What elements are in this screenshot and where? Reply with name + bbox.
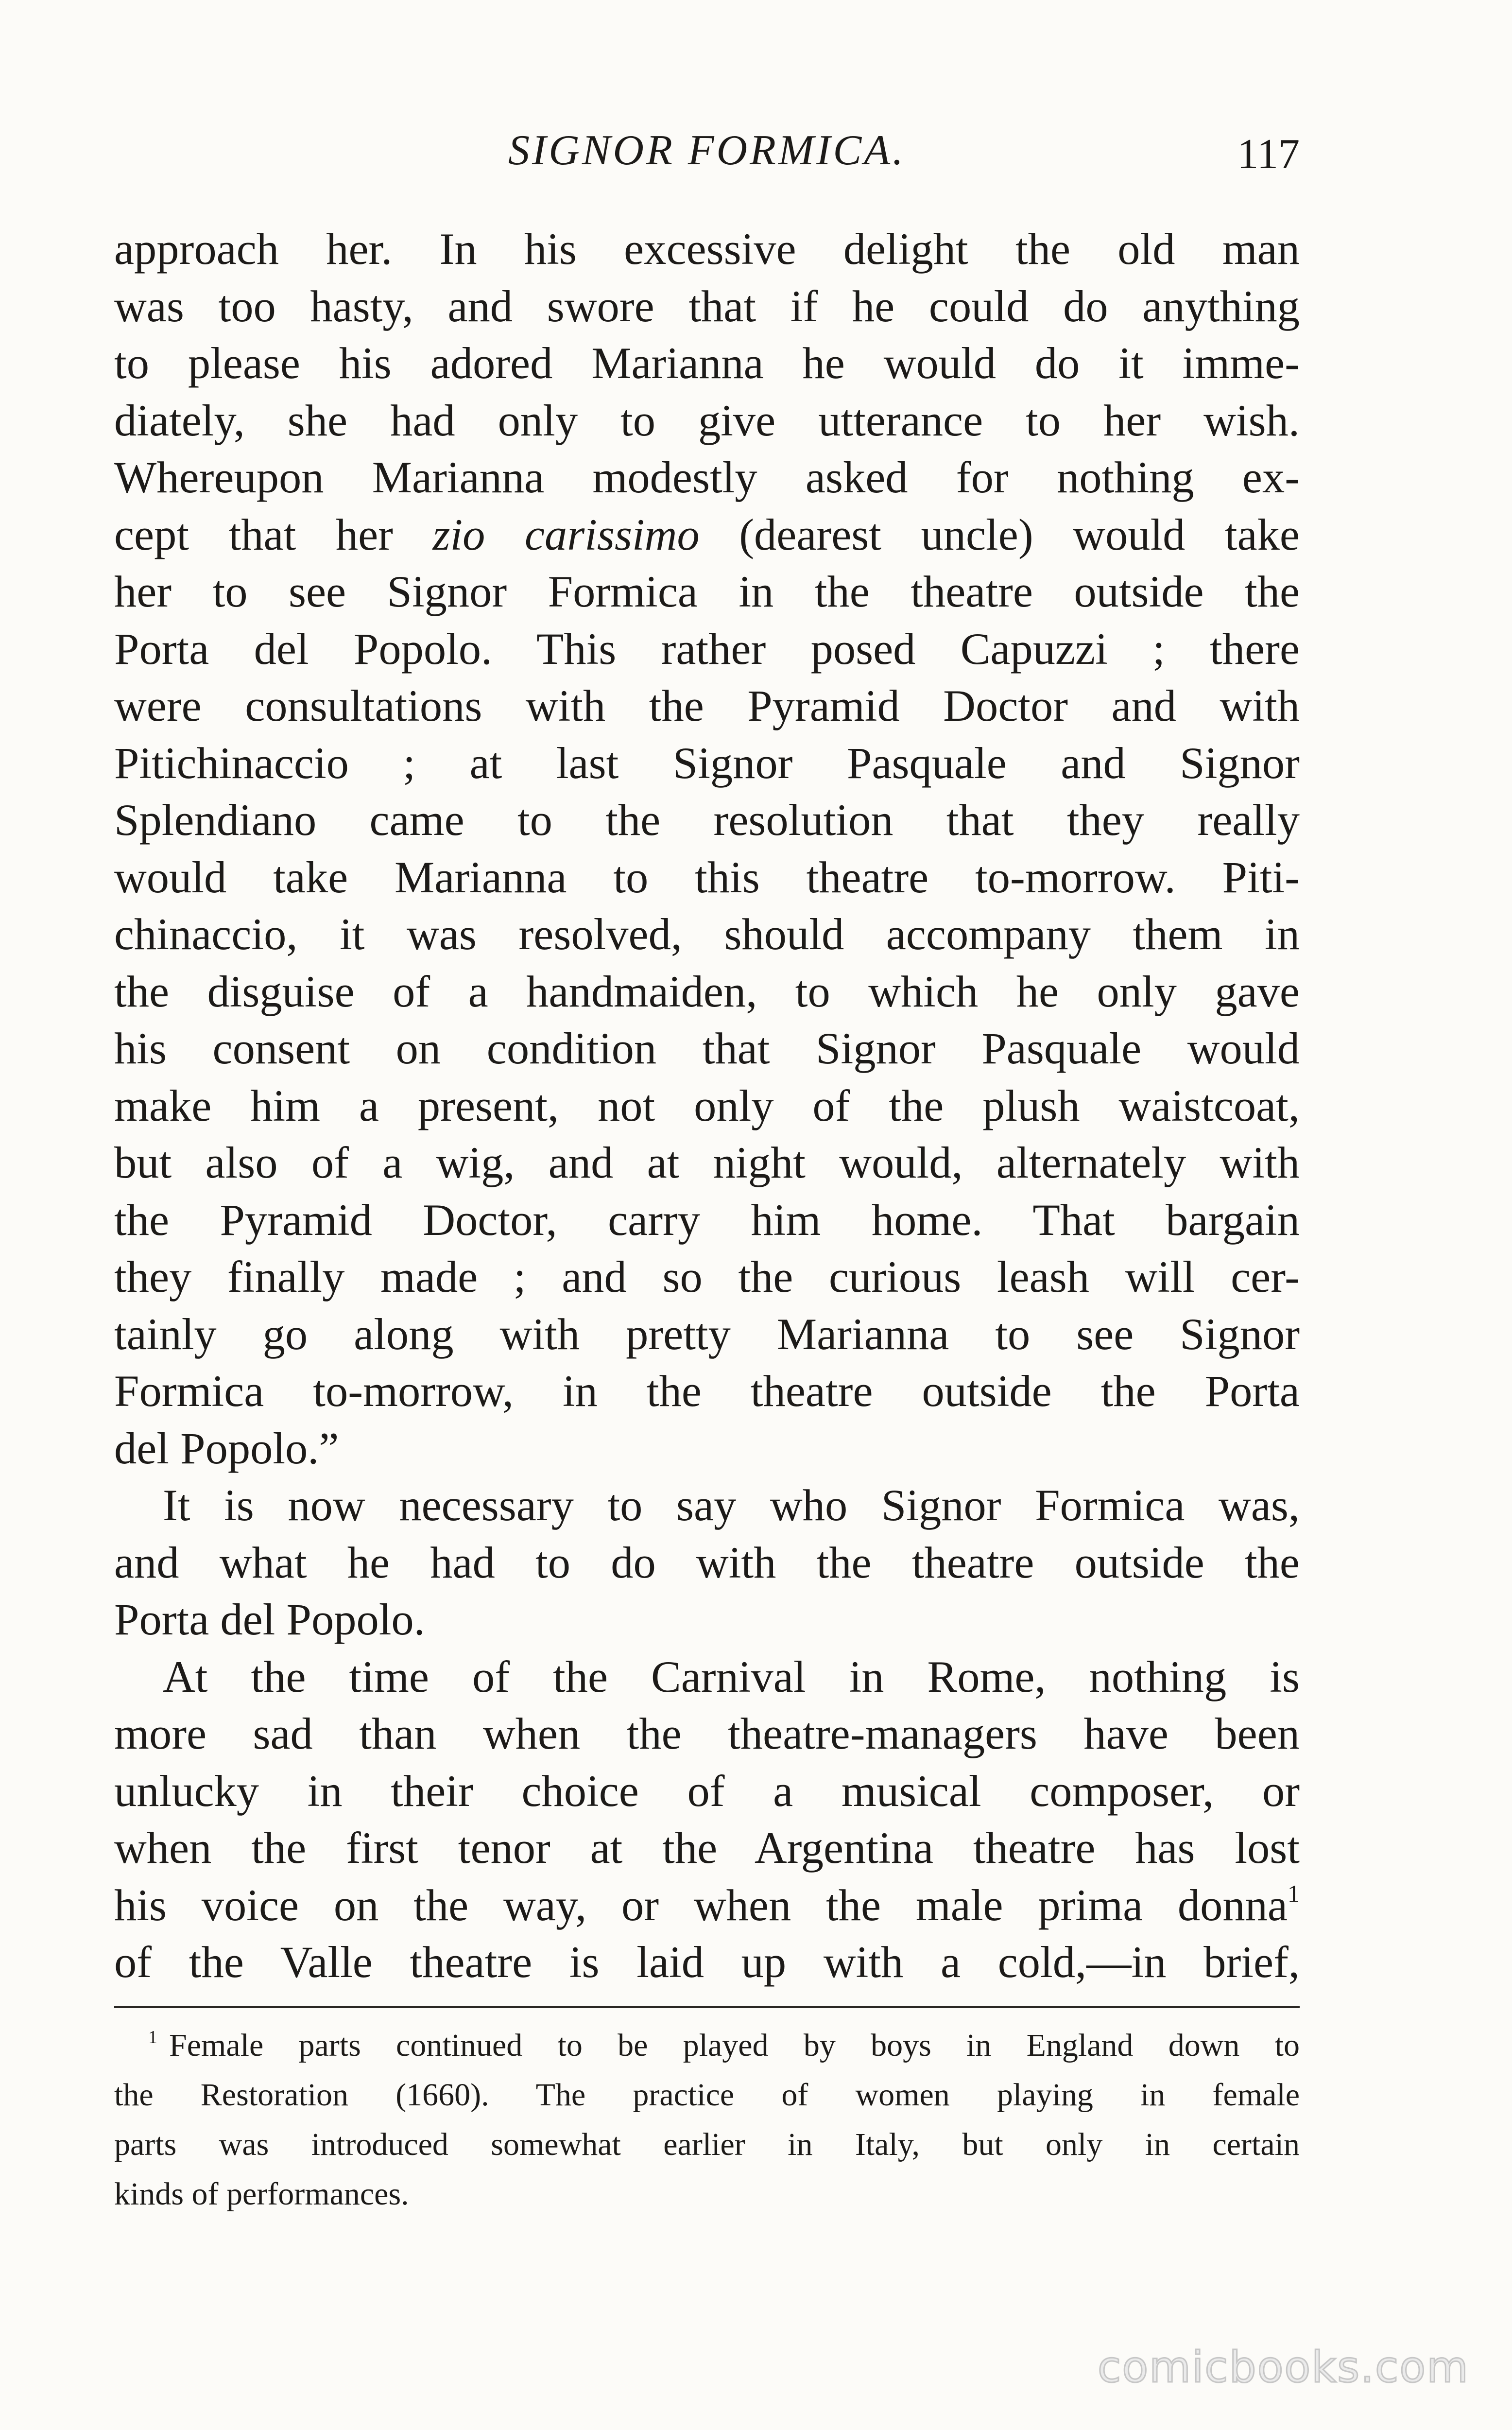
text-line: and what he had to do with the theatre outside the <box>114 1538 1300 1588</box>
text-line: of the Valle theatre is laid up with a cold,—in brief, <box>114 1938 1300 1987</box>
text-segment: (dearest uncle) would take <box>739 510 1300 560</box>
text-line: tainly go along with pretty Marianna to see Signor <box>114 1309 1300 1359</box>
text-line: del Popolo.” <box>114 1423 339 1474</box>
footnote-text: Female parts continued to be played by boys in England down to <box>169 2028 1300 2063</box>
page-number: 117 <box>1237 131 1300 178</box>
italic-phrase: zio carissimo <box>432 510 700 560</box>
text-line: his consent on condition that Signor Pasquale would <box>114 1024 1300 1074</box>
text-line: they finally made ; and so the curious leash will cer- <box>114 1252 1300 1302</box>
text-line: diately, she had only to give utterance to her wish. <box>114 396 1300 446</box>
text-line: Whereupon Marianna modestly asked for nothing ex- <box>114 453 1300 503</box>
running-head-title: SIGNOR FORMICA. <box>508 127 906 174</box>
footnote <box>114 2021 1300 2219</box>
footnote-divider <box>114 2006 1300 2008</box>
text-line: the disguise of a handmaiden, to which he only gave <box>114 967 1300 1017</box>
text-line: chinaccio, it was resolved, should accompany them in <box>114 910 1300 959</box>
text-line: to please his adored Marianna he would do it imme- <box>114 339 1300 388</box>
footnote-line: kinds of performances. <box>114 2176 409 2212</box>
text-segment: his voice on the way, or when the male prima donna <box>114 1880 1288 1930</box>
footnote-line <box>114 2021 1300 2070</box>
body-text <box>114 221 1300 1992</box>
text-line: approach her. In his excessive delight the old man <box>114 225 1300 274</box>
text-line: were consultations with the Pyramid Doctor and with <box>114 681 1300 731</box>
footnote-line: parts was introduced somewhat earlier in Italy, but only in certain <box>114 2127 1300 2162</box>
text-line: when the first tenor at the Argentina theatre has lost <box>114 1823 1300 1873</box>
text-line: Porta del Popolo. This rather posed Capuzzi ; there <box>114 624 1300 674</box>
footnote-reference: 1 <box>1288 1879 1300 1907</box>
text-line: Pitichinaccio ; at last Signor Pasquale and Signor <box>114 738 1300 788</box>
text-line: more sad than when the theatre-managers have been <box>114 1709 1300 1759</box>
text-line: was too hasty, and swore that if he could do anything <box>114 281 1300 331</box>
text-line <box>114 507 1300 564</box>
text-line: but also of a wig, and at night would, alternately with <box>114 1138 1300 1188</box>
text-line <box>114 1877 1300 1935</box>
text-segment: cept that her <box>114 510 393 560</box>
text-line: At the time of the Carnival in Rome, nothing is <box>163 1652 1300 1702</box>
text-line: would take Marianna to this theatre to-morrow. Piti- <box>114 852 1300 903</box>
running-head <box>114 124 1300 182</box>
text-line: the Pyramid Doctor, carry him home. That bargain <box>114 1195 1300 1245</box>
text-line: unlucky in their choice of a musical composer, or <box>114 1766 1300 1816</box>
footnote-line: the Restoration (1660). The practice of women playing in female <box>114 2077 1300 2113</box>
text-line: her to see Signor Formica in the theatre outside the <box>114 567 1300 617</box>
text-line: Splendiano came to the resolution that they really <box>114 796 1300 845</box>
text-line: Formica to-morrow, in the theatre outside the Porta <box>114 1367 1300 1416</box>
site-watermark: comicbooks.com <box>1097 2342 1469 2392</box>
text-line: Porta del Popolo. <box>114 1595 425 1645</box>
text-line: make him a present, not only of the plush waistcoat, <box>114 1081 1300 1131</box>
footnote-marker: 1 <box>148 2027 157 2048</box>
text-line: It is now necessary to say who Signor Formica was, <box>163 1481 1300 1530</box>
